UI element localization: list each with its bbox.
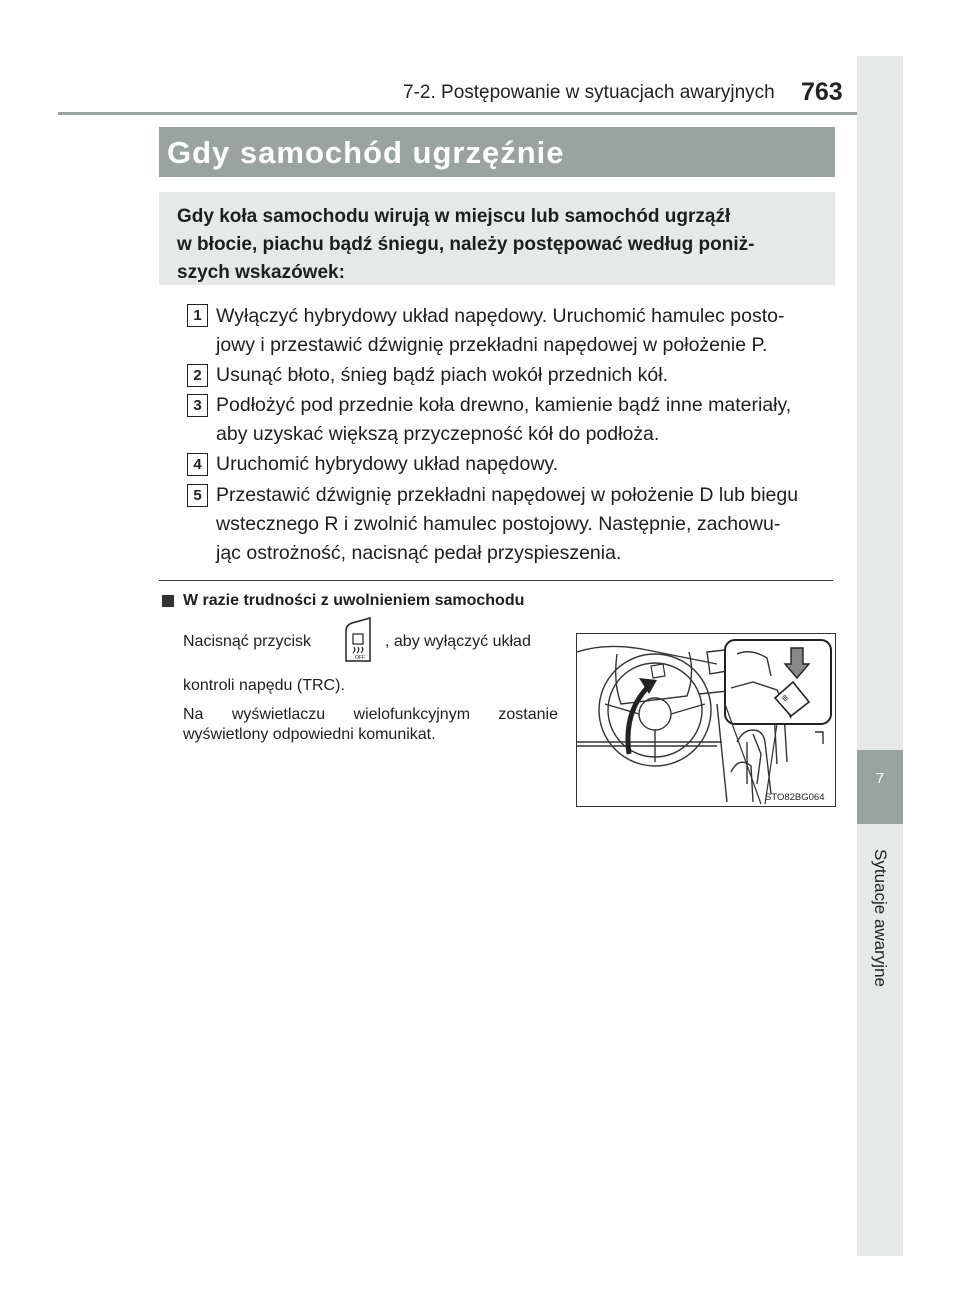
intro-line: szych wskazówek: <box>177 262 345 283</box>
step-text-1 <box>216 302 832 360</box>
step-line: jąc ostrożność, nacisnąć pedał przyspieszenia. <box>216 542 622 564</box>
step-text-4 <box>216 450 832 479</box>
intro-line: Gdy koła samochodu wirują w miejscu lub samochód ugrząźł <box>177 206 731 227</box>
step-line: Przestawić dźwignię przekładni napędowej w położenie D lub biegu <box>216 484 799 506</box>
intro-line: w błocie, piachu bądź śniegu, należy postępować według poniż- <box>177 234 755 255</box>
figure-code: STO82BG064 <box>765 792 825 803</box>
step-number-1: 1 <box>187 304 208 327</box>
step-number-5: 5 <box>187 484 208 507</box>
section-divider <box>159 580 833 581</box>
display-text-line-2: wyświetlony odpowiedni komunikat. <box>183 726 436 743</box>
chapter-title <box>835 848 925 988</box>
chapter-side-tab <box>857 56 903 1256</box>
step-text-3 <box>216 391 832 449</box>
step-line: wstecznego R i zwolnić hamulec postojowy. Następnie, zachowu- <box>216 513 781 535</box>
chapter-number: 7 <box>875 770 885 787</box>
step-text-2 <box>216 361 832 390</box>
display-text-line-1: Na wyświetlaczu wielofunkcyjnym zostanie <box>183 706 558 723</box>
intro-text <box>177 203 819 287</box>
step-line: Uruchomić hybrydowy układ napędowy. <box>216 453 559 475</box>
section-reference: 7-2. Postępowanie w sytuacjach awaryjnych <box>403 82 775 103</box>
press-text-continued: kontroli napędu (TRC). <box>183 677 345 694</box>
chapter-title-text: Sytuacje awaryjne <box>871 849 890 987</box>
section-title: Gdy samochód ugrzęźnie <box>167 135 565 170</box>
step-line: Wyłączyć hybrydowy układ napędowy. Uruchomić hamulec posto- <box>216 305 785 327</box>
traction-control-off-icon <box>340 617 376 663</box>
svg-text:≋: ≋ <box>779 691 792 705</box>
square-bullet-icon <box>162 595 174 607</box>
step-line: jowy i przestawić dźwignię przekładni napędowej w położenie P. <box>216 334 768 356</box>
step-number-3: 3 <box>187 394 208 417</box>
step-number-4: 4 <box>187 453 208 476</box>
step-line: aby uzyskać większą przyczepność kół do podłoża. <box>216 423 660 445</box>
press-text-after: , aby wyłączyć układ <box>385 633 531 650</box>
chapter-number-box <box>857 750 903 824</box>
subsection-heading: W razie trudności z uwolnieniem samochodu <box>183 592 525 609</box>
step-line: Podłożyć pod przednie koła drewno, kamienie bądź inne materiały, <box>216 394 792 416</box>
page-number: 763 <box>801 78 843 106</box>
step-line: Usunąć błoto, śnieg bądź piach wokół przednich kół. <box>216 364 669 386</box>
svg-text:OFF: OFF <box>355 655 365 661</box>
step-text-5 <box>216 481 832 568</box>
step-number-2: 2 <box>187 364 208 387</box>
press-text-before: Nacisnąć przycisk <box>183 633 312 650</box>
dashboard-illustration <box>576 633 836 807</box>
header-divider <box>58 112 903 115</box>
